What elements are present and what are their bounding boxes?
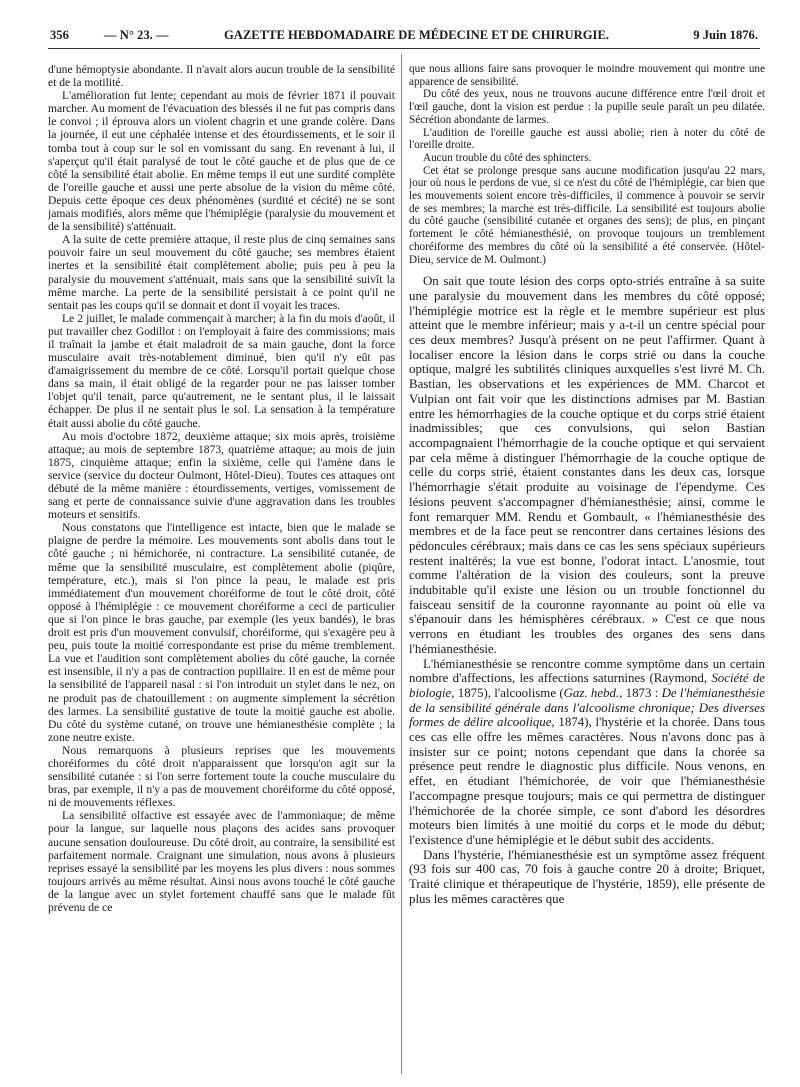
- discussion-paragraph: Dans l'hystérie, l'hémianesthésie est un symptôme assez fréquent (93 fois sur 400 cas, 70 fois à gauche contre 20 à droite; Briquet, Traité clinique et thérapeutique de l'hystérie, 1859), elle présente de plus les mêmes caractères que: [409, 847, 765, 906]
- citation-title: Société de biologie: [409, 671, 765, 700]
- case-note-paragraph: L'audition de l'oreille gauche est aussi abolie; rien à noter du côté de l'oreille droite.: [409, 126, 765, 152]
- paragraph: Nous constatons que l'intelligence est intacte, bien que le malade se plaigne de perdre la mémoire. Les mouvements sont abolis dans tout le côté gauche ; ni hémichorée, ni contracture. La sensibilité cutanée, de même que la sensibilité musculaire, est complètement abolie (piqûre, température, etc.), mais si l'on pince la peau, le malade est pris immédiatement d'un mouvement choréiforme de tout le côté droit, côté opposé à l'hémiplégie : ce mouvement choréiforme a ceci de particulier que si l'on pince le bras gauche, par exemple (les yeux bandés), le bras droit est pris d'un mouvement convulsif, choréiforme, qui s'exagère peu à peu, puis toute la moitié correspondante est prise du même tremblement. La vue et l'audition sont complètement abolies du côté gauche, la cornée est insensible, il n'y a pas de contraction pupillaire. Il en est de même pour la sensibilité de l'appareil nasal : si l'on introduit un stylet dans le nez, on ne produit pas de chatouillement : on augmente simplement la sécrétion des larmes. La sensibilité gustative de toute la moitié gauche est abolie. Du côté du système cutané, on trouve une hémianesthésie complète ; la zone neutre existe.: [48, 521, 395, 744]
- paragraph: d'une hémoptysie abondante. Il n'avait alors aucun trouble de la sensibilité et de la motilité.: [48, 63, 395, 90]
- paragraph: A la suite de cette première attaque, il reste plus de cinq semaines sans pouvoir faire un seul mouvement du côté gauche; ses membres étaient inertes et la sensibilité était complètement abolie; puis peu à peu la paralysie du mouvement s'atténuait, mais sans que la sensibilité suivît la même marche. La perte de la sensibilité persistait à ce point qu'il ne sentait pas les coups qu'il se donnait et dont il voyait les traces.: [48, 233, 395, 312]
- right-column: [409, 63, 765, 1075]
- citation-title: De l'hémianesthésie de la sensibilité générale dans l'alcoolisme chronique; Des diverses formes de délire alcoolique: [409, 685, 765, 730]
- paragraph: L'amélioration fut lente; cependant au mois de février 1871 il pouvait marcher. Au moment de l'évacuation des blessés il ne fut pas compris dans le convoi ; il éprouva alors un violent chagrin et une grande colère. Dans la journée, il eut une céphalée intense et des étourdissements, et le soir il tomba tout à coup sur le sol en vomissant du sang. En revenant à lui, il s'aperçut qu'il était paralysé de tout le côté gauche et de plus que de ce côté la sensibilité était abolie. En même temps il eut une surdité complète de l'oreille gauche et aussi une perte absolue de la vision du même côté. Depuis cette époque ces deux phénomènes (surdité et cécité) ne se sont jamais modifiés, alors même que l'hémiplégie (paralysie du mouvement et de la sensibilité) s'atténuait.: [48, 89, 395, 234]
- discussion-paragraph: L'hémianesthésie se rencontre comme symptôme dans un certain nombre d'affections, les affections saturnines (Raymond, Société de biologie, 1875), l'alcoolisme (Gaz. hebd., 1873 : De l'hémianesthésie de la sensibilité générale dans l'alcoolisme chronique; Des diverses formes de délire alcoolique, 1874), l'hystérie et la chorée. Dans tous ces cas elle offre les mêmes caractères. Nous n'avons donc pas à insister sur ce point; notons cependant que dans la chorée sa présence peut rendre le diagnostic plus difficile. Nous venons, en effet, en étudiant l'hémichorée, de voir que l'hémianesthésie l'accompagne presque toujours; mais ce qui permettra de distinguer l'hémichorée de la chorée simple, ce sont d'abord les désordres moteurs bien limités à une moitié du corps et le mode du début; l'existence d'une hémiplégie et le début subit des accidents.: [409, 656, 765, 847]
- issue-date: 9 Juin 1876.: [693, 28, 758, 42]
- left-column: [48, 63, 395, 1075]
- journal-title: GAZETTE HEBDOMADAIRE DE MÉDECINE ET DE CHIRURGIE.: [224, 28, 609, 42]
- paragraph: Nous remarquons à plusieurs reprises que les mouvements choréiformes du côté droit n'apparaissent que lorsqu'on agit sur la sensibilité cutanée : si l'on serre fortement toute la couche musculaire du bras, par exemple, il n'y a pas de mouvement choréiforme du côté opposé, ni de mouvements réflexes.: [48, 743, 395, 810]
- case-note-paragraph: Cet état se prolonge presque sans aucune modification jusqu'au 22 mars, jour où nous le perdons de vue, si ce n'est du côté de l'hémiplégie, car bien que les mouvements soient encore très-difficiles, il commence à pouvoir se servir de ses membres; la marche est très-difficile. La sensibilité est toujours abolie du côté gauche (sensibilité cutanée et organes des sens); de plus, en pinçant fortement le côté hémianesthésié, on provoque toujours un tremblement choréiforme des membres du côté où la sensibilité a été conservée. (Hôtel-Dieu, service de M. Oulmont.): [409, 164, 765, 266]
- column-separator: [401, 54, 402, 1074]
- page-number: 356: [50, 28, 69, 42]
- case-note-paragraph: Aucun trouble du côté des sphincters.: [423, 151, 592, 164]
- header-rule: [48, 48, 760, 49]
- running-header: [22, 28, 758, 48]
- paragraph: Le 2 juillet, le malade commençait à marcher; à la fin du mois d'août, il put travailler chez Godillot : on l'employait à faire des commissions; mais il traînait la jambe et était maladroit de sa main gauche, dont la force musculaire avait très-notablement diminué, bien qu'il n'y eût pas d'amaigrissement du membre de ce côté. Lorsqu'il portait quelque chose dans sa main, il était obligé de la regarder pour ne pas laisser tomber l'objet qu'il tenait, parce qu'autrement, ne le sentant plus, il le laissait échapper. De plus il ne sentait plus le sol. La sensation à la température était aussi abolie du côté gauche.: [48, 311, 395, 430]
- paragraph: Au mois d'octobre 1872, deuxième attaque; six mois après, troisième attaque; au mois de septembre 1873, quatrième attaque; au mois de juin 1875, cinquième attaque; enfin la sixième, celle qui l'amène dans le service (service du docteur Oulmont, Hôtel-Dieu). Toutes ces attaques ont débuté de la même manière : étourdissements, vertiges, vomissement de sang et perte de connaissance suivie d'une aggravation dans les troubles moteurs et sensitifs.: [48, 429, 395, 522]
- citation-title: Gaz. hebd.: [563, 685, 620, 700]
- case-note-paragraph: que nous allions faire sans provoquer le moindre mouvement qui montre une apparence de sensibilité.: [409, 63, 765, 88]
- case-note-paragraph: Du côté des yeux, nous ne trouvons aucune différence entre l'œil droit et l'œil gauche, dont la vision est perdue : la pupille seule paraît un peu dilatée. Sécrétion abondante de larmes.: [409, 88, 765, 126]
- issue-number: — N° 23. —: [104, 28, 169, 42]
- discussion-paragraph: On sait que toute lésion des corps opto-striés entraîne à sa suite une paralysie du mouvement dans les membres du côté opposé; l'hémiplégie motrice est la règle et le membre supérieur est plus atteint que le membre inférieur; mais y a-t-il un centre spécial pour ces deux membres? Jusqu'à présent on ne peut l'affirmer. Quant à localiser encore la lésion dans le corps strié ou dans la couche optique, malgré les subtilités cliniques auxquelles s'est livré M. Ch. Bastian, les observations et les expériences de MM. Charcot et Vulpian ont fait voir que les distinctions admises par M. Bastian entre les hémorrhagies de la couche optique et du corps strié étaient inadmissibles; que ces convulsions, qui selon Bastian accompagnaient l'hémorrhagie de la couche optique et qui servaient par cela même à distinguer l'hémorrhagie de la couche optique de celle du corps strié, étaient constantes dans les deux cas, lorsque l'hémorrhagie s'était produite au voisinage de l'épendyme. Ces lésions peuvent s'accompagner d'hémianesthésie; ainsi, comme le font remarquer MM. Rendu et Gombault, « l'hémianesthésie des membres et de la face peut se rencontrer dans certaines lésions des pédoncules cérébraux; mais dans ce cas les sens spéciaux supérieurs restent inaltérés; la vue est bonne, l'odorat intact. L'anosmie, tout comme l'altération de la vision des couleurs, sont la preuve indubitable qu'il existe une lésion ou un trouble fonctionnel du faisceau sensitif de la couronne rayonnante au point où elle va s'épanouir dans les hémisphères cérébraux. » C'est ce que nous verrons en étudiant les troubles des organes des sens dans l'hémianesthésie.: [409, 274, 765, 656]
- paragraph: La sensibilité olfactive est essayée avec de l'ammoniaque; de même pour la langue, sur laquelle nous plaçons des acides sans provoquer aucune sensation douloureuse. Du côté droit, au contraire, la sensibilité est parfaitement normale. Craignant une simulation, nous avons à plusieurs reprises essayé la sensibilité par les moyens les plus divers : nous sommes toujours arrivés au même résultat. Ainsi nous avons touché le côté gauche de la langue avec un stylet fortement chauffé sans que le malade fût prévenu de ce: [48, 809, 395, 914]
